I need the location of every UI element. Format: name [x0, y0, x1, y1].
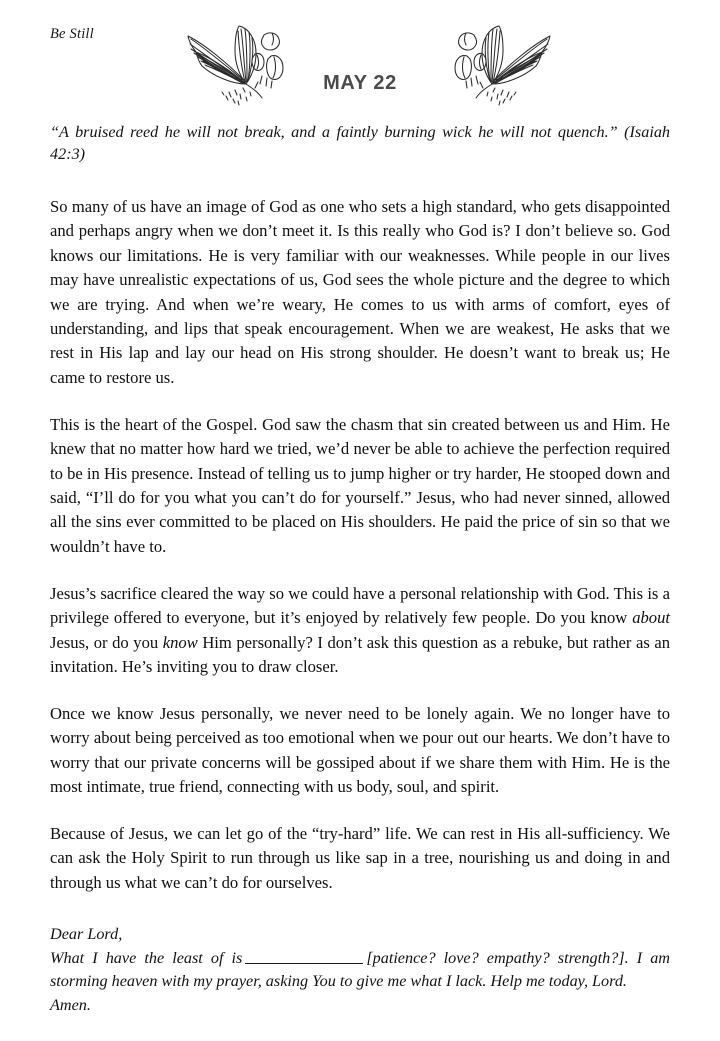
date-badge: MAY 22 — [323, 72, 397, 94]
prayer-text-after-blank: [patience? love? empathy? strength?]. I am storming heaven with my prayer, asking You to give me what I lack. Help me today, Lord. — [50, 948, 670, 991]
devotional-paragraph-1: So many of us have an image of God as one who sets a high standard, who gets disappointed and perhaps angry when we don’t meet it. Is this really who God is? I don’t believe so. God knows our limitations. He is very familiar with our weaknesses. While people in our lives may have unrealistic expectations of us, God sees the whole picture and the degree to which we are trying. And when we’re weary, He comes to us with arms of comfort, eyes of understanding, and lips that speak encouragement. When we are weakest, He asks that we rest in His lap and lay our head on His strong shoulder. He doesn’t want to break us; He came to restore us. — [50, 197, 670, 387]
scripture-reference: (Isaiah 42:3) — [50, 123, 671, 163]
devotional-paragraph-5: Because of Jesus, we can let go of the “try-hard” life. We can rest in His all-sufficiency. We can ask the Holy Spirit to run through us like sap in a tree, nourishing us and doing in and through us what we can’t do for ourselves. — [50, 823, 670, 892]
paragraph-3-emphasis-about: about — [632, 608, 670, 628]
paragraph-3-part-3: Him personally? I don’t ask this question as a rebuke, but rather as an invitation. He’s inviting you to draw closer. — [50, 632, 670, 676]
prayer-body — [50, 947, 670, 994]
prayer-blank-fill-in-field[interactable] — [245, 951, 363, 964]
scripture-quote-text: “A bruised reed he will not break, and a faintly burning wick he will not quench.” — [50, 123, 618, 141]
paragraph-3-part-1: Jesus’s sacrifice cleared the way so we could have a personal relationship with God. This is a privilege offered to everyone, but it’s enjoyed by relatively few people. Do you know — [50, 583, 670, 628]
prayer-salutation: Dear Lord, — [50, 925, 123, 944]
page-header — [0, 22, 720, 114]
devotional-paragraph-2: This is the heart of the Gospel. God saw the chasm that sin created between us and Him. He knew that no matter how hard we tried, we’d never be able to achieve the perfection required to be in His presence. Instead of telling us to jump higher or try harder, He stooped down and said, “I’ll do for you what you can’t do for yourself.” Jesus, who had never sinned, allowed all the sins ever committed to be placed on His shoulders. He paid the price of sin so that we wouldn’t have to. — [50, 414, 670, 556]
paragraph-3-emphasis-know: know — [162, 632, 198, 652]
devotional-paragraph-3 — [50, 582, 670, 680]
page-content — [50, 122, 670, 1017]
floral-sprig-ornament-right — [432, 22, 556, 110]
scripture-quote — [50, 122, 670, 165]
prayer-section — [50, 923, 670, 1017]
prayer-closing: Amen. — [50, 995, 91, 1014]
paragraph-3-part-2: Jesus, or do you — [50, 632, 163, 652]
devotional-paragraph-4: Once we know Jesus personally, we never need to be lonely again. We no longer have to worry about being perceived as too emotional when we pour out our hearts. We don’t have to worry that our private concerns will be gossiped about if we share them with Him. He is the most intimate, true friend, connecting with us body, soul, and spirit. — [50, 703, 670, 797]
book-title: Be Still — [50, 26, 94, 42]
prayer-text-before-blank: What I have the least of is — [50, 948, 243, 967]
floral-sprig-ornament-left — [182, 22, 306, 110]
